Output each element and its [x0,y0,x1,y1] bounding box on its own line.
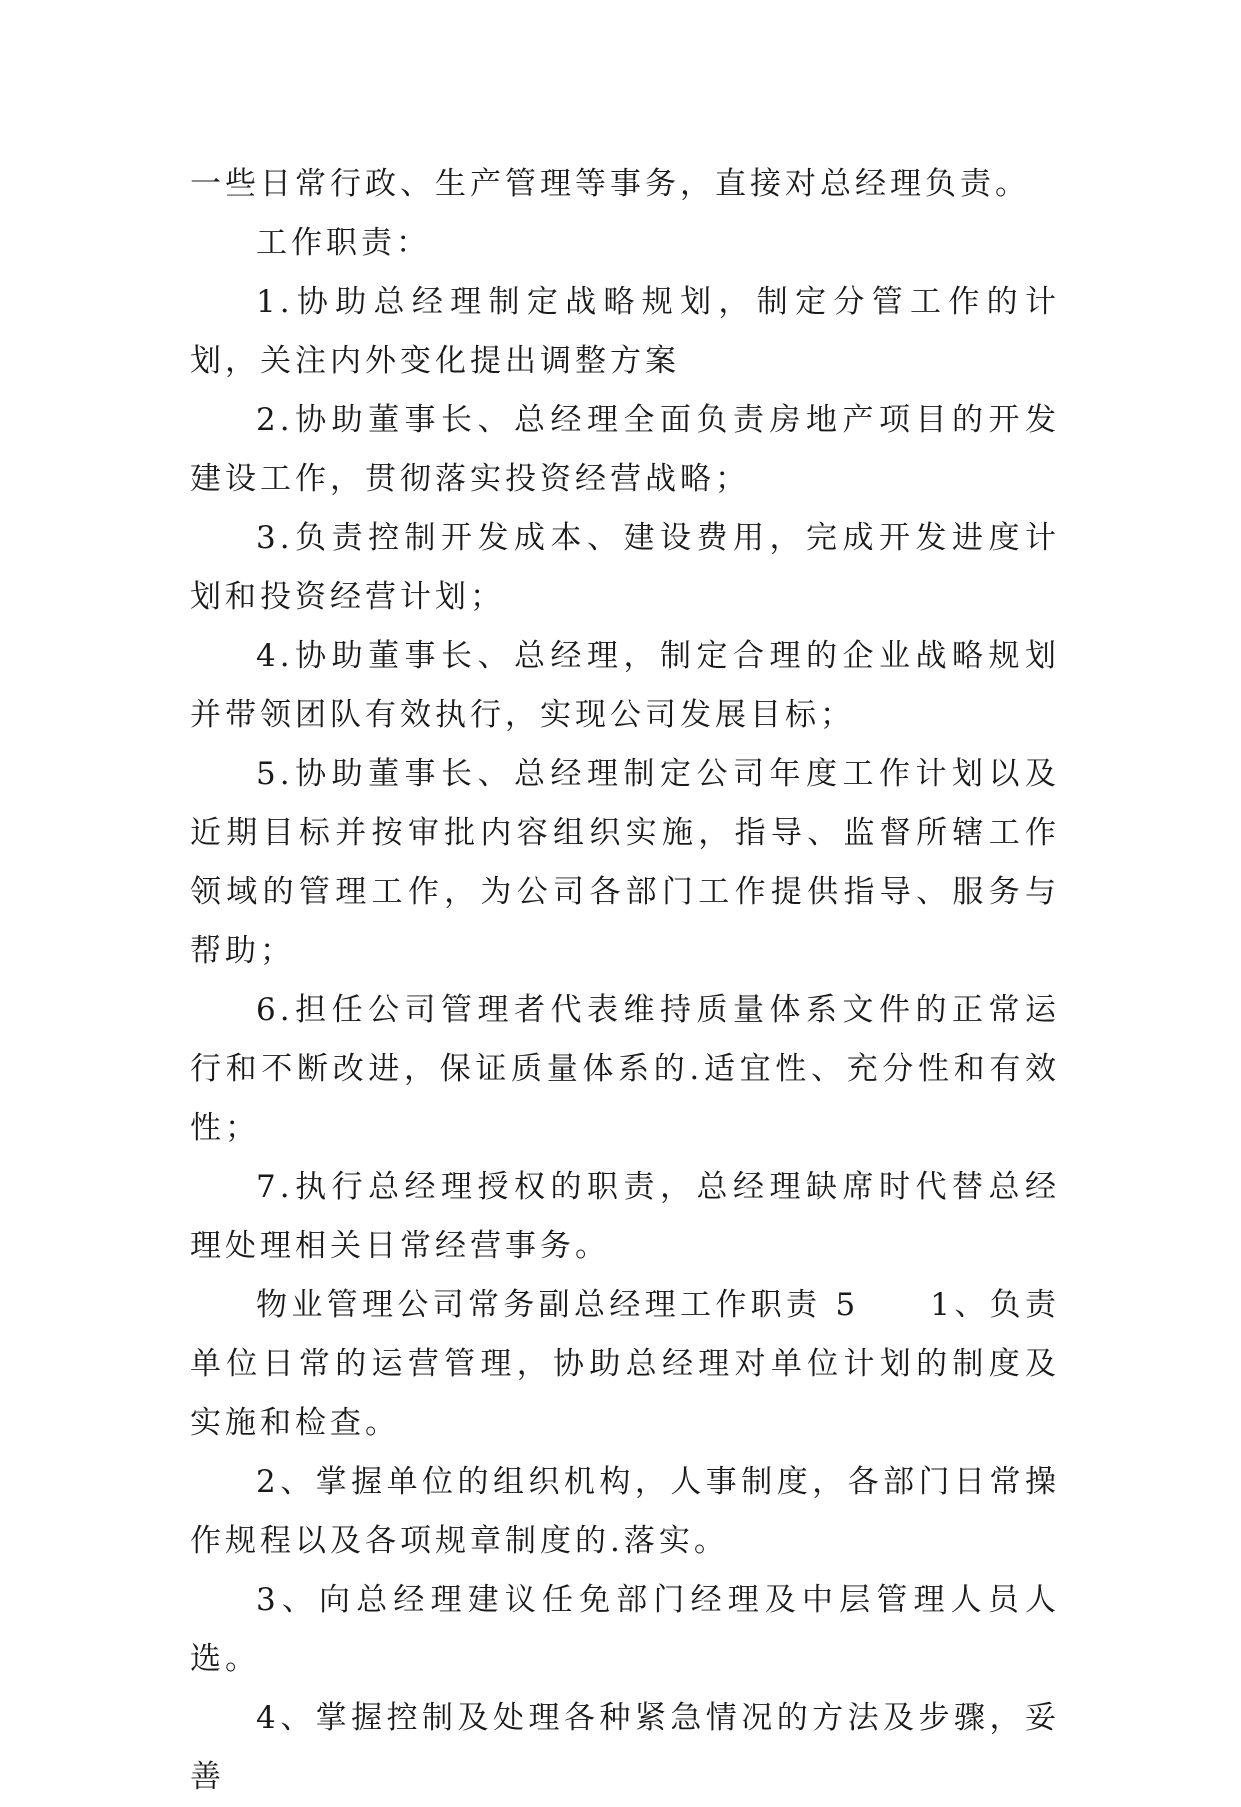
paragraph-duty-5: 5.协助董事长、总经理制定公司年度工作计划以及近期目标并按审批内容组织实施，指导、监督所辖工作领域的管理工作，为公司各部门工作提供指导、服务与帮助； [190,756,1060,969]
document-body [190,155,1060,1807]
paragraph-section-5-item-2: 2、掌握单位的组织机构，人事制度，各部门日常操作规程以及各项规章制度的.落实。 [190,1464,1060,1559]
paragraph-duty-3: 3.负责控制开发成本、建设费用，完成开发进度计划和投资经营计划； [190,520,1060,615]
paragraph-section-5-item-3: 3、向总经理建议任免部门经理及中层管理人员人选。 [190,1582,1060,1677]
paragraph-duty-7: 7.执行总经理授权的职责，总经理缺席时代替总经理处理相关日常经营事务。 [190,1169,1060,1264]
paragraph-duties-heading: 工作职责： [256,225,431,261]
paragraph-duty-2: 2.协助董事长、总经理全面负责房地产项目的开发建设工作，贯彻落实投资经营战略； [190,402,1060,497]
paragraph-continuation: 一些日常行政、生产管理等事务，直接对总经理负责。 [190,166,1030,202]
paragraph-duty-6: 6.担任公司管理者代表维持质量体系文件的正常运行和不断改进，保证质量体系的.适宜性、充分性和有效性； [190,992,1060,1146]
paragraph-section-5-item-1: 物业管理公司常务副总经理工作职责 5 1、负责单位日常的运营管理，协助总经理对单位计划的制度及实施和检查。 [190,1287,1060,1441]
paragraph-duty-4: 4.协助董事长、总经理，制定合理的企业战略规划并带领团队有效执行，实现公司发展目标； [190,638,1060,733]
paragraph-section-5-item-4: 4、掌握控制及处理各种紧急情况的方法及步骤，妥善 [190,1700,1060,1795]
paragraph-duty-1: 1.协助总经理制定战略规划，制定分管工作的计划，关注内外变化提出调整方案 [190,284,1060,379]
